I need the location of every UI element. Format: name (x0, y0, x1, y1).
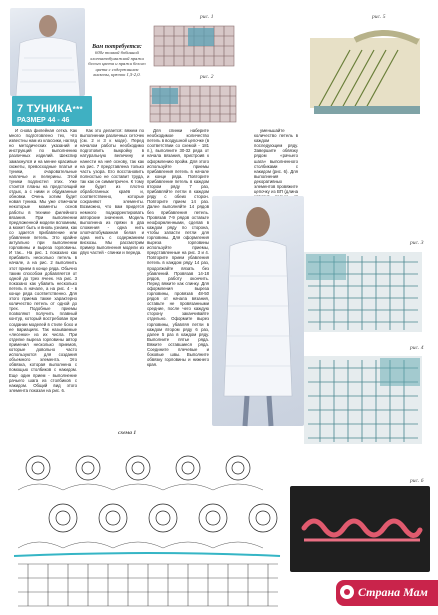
fig3-label: рис. 3 (410, 240, 424, 246)
fig2-label: рис. 2 (200, 74, 214, 80)
watermark-text: Страна Мам (358, 585, 428, 599)
tunic-photo-top (10, 8, 85, 96)
column-1-text: И снова филейная сетка. Как много подготовлено тех, что известны нам из классики, нагляд но методических указаний и инструкций по выполнению различных изделий. Шекспир замахнулся и на менее красивые сюжеты, превосходные платья и туники, очаровательные наплечье и пелерины. Этой туники подлистел этих. Уже стоится планы на предстоящий отдых, а с ними и обдуманные обновки. Очень хотим будет новая туника. Мы уже отмечали некоторые моменты основ работы в технике филейного вязания. При выполнении предложенной модели вспомним, а может быть и вновь узнаем, как со здается прибавление или убавление петель. Это крайне актуально при выполнении горловины и выреза горловины. И так... На рис. 1 показано как прибавить несколько петель в начале, а на рис. 2 выполнить этот прием в конце ряда. Обычно таким способом добавляется от одной до трех ячеек. На рис. 3 показано как убавить несколько петель в начале, а на рис. 4 - в конце ряда соответственно. Для этого приема также характерно количество петель от одной до трех. Подобные приемы позволяют получить плавный контур, который востребован при создании моделей в стиле бохо и ее вариациях. Так называемые «лесенки» из их числа. При отделке выреза горловины автор применил несколько приемов, которые довольно часто используются для создания объемного элемента. Это обвязка, которая выполнена с помощью столбиков с накидом. Еще один прием - выполнение рачьего шага из столбиков с накидом. Общий вид этого элемента показан на рис. 6. (9, 128, 78, 393)
column-3-text: Для спинки наберите необходимое количество петель в воздушной цепочке (в соответствии со схемой - 181 п.), выполните 30-32 ряда от начала вязания, пристроив к оформлению пройм. Для этого используйте приемы прибавления петель в начале и конце ряда. Повторите прибавление петель в каждом втором ряду 7 раз, прибавляйте петли в каждом ряду с обеих сторон. Повторите прием 14 раз. Далее выполняйте 14 рядов без прибавления петель. Провязав 7-9 рядов оставьте неоформленными, сделав в каждом ряду по сторона, чтобы запасти петли для горловины. Для оформления выреза горловины используйте приемы, представленные на рис. 3 и 4. Повторите прием убавления петель в каждом ряду 14 раз, продолжайте вязать без убавлений. Провязав 14-18 рядов, работу окончить. Перед вяжите как спинку. Для оформления выреза горловины, провязав 48-50 рядов от начала вязания, оставьте не провязанными средние, после чего каждую сторону заканчивайте отдельно. Оформите вырез горловины, убавляя петли в каждом втором ряду 6 раз, далее 5 раз в каждом ряду. Выполните пятье ряда. Вяжите оставшиеся ряда. Соедините плечевые и боковые швы. Выполните обвязку горловины и нижнего края. (147, 128, 209, 368)
column-4-text: уменьшайте количество петель в каждом последующем ряду. Завершите обвязку рядом «рачьего шага» выполненного столбиками с накидом (рис. 6). Для выполнения декоративных элементов провяжите цепочку из ВП (длина (254, 128, 298, 195)
column-2-text: Как это делается: вяжем по выполнении различных сеточек (см. 2 и 3 к моде). Перед началом работы необходимо подготовить выкройку в натуральную величину и нанести на неё основу, так как на рис. 7 представлена только часть узора. Его восстановить полностью не составит труда, так как он симметричен. К тому же будет из плотно обработанных краёв и, соответственно, которые сохраняют элементы. Возможно, что вам придется немного подкорректировать авторские значения. Модель выполнена из пряжи в два сложения - одна нить хлопчатобумажная белая и одна нить с содержанием вискозы. Мы рассмотрим пример выполнения модели из двух частей - спинки и переда. (80, 128, 144, 256)
fig1-label: рис. 1 (200, 14, 214, 20)
watermark (336, 580, 438, 606)
pattern-title-banner (12, 96, 92, 126)
materials-title: Вам потребуется: (92, 44, 142, 50)
difficulty-stars: *** (72, 105, 83, 114)
scheme1-label: схема 1 (118, 430, 137, 436)
materials-text: 600г тонкой бобинной хлопчатобумажной пряжи белого цвета и пряжи белого цвета с содержанием вискозы, крючок 1,5-2,0. (88, 50, 146, 78)
fig6-swatch (290, 486, 430, 572)
model-silhouette (10, 8, 85, 96)
pattern-title: 7 ТУНИКА (17, 103, 73, 115)
size-label: РАЗМЕР 44 - 46 (17, 117, 70, 124)
fig5-swatch (300, 20, 428, 120)
fig5-label: рис. 5 (372, 14, 386, 20)
text-column-1 (9, 128, 77, 428)
fig6-label: рис. 6 (410, 478, 424, 484)
fig1-swatch (148, 22, 238, 70)
fig3-swatch (300, 246, 428, 336)
tunic-photo-main (212, 196, 304, 426)
crochet-scheme (8, 438, 286, 610)
model-silhouette-main (212, 196, 304, 426)
text-column-2 (80, 128, 144, 428)
fig4-label: рис. 4 (410, 345, 424, 351)
fig2-swatch (148, 80, 240, 126)
ladybug-icon (340, 585, 354, 599)
text-column-3 (147, 128, 209, 368)
fig4-swatch (300, 350, 428, 450)
materials-box (88, 44, 146, 104)
